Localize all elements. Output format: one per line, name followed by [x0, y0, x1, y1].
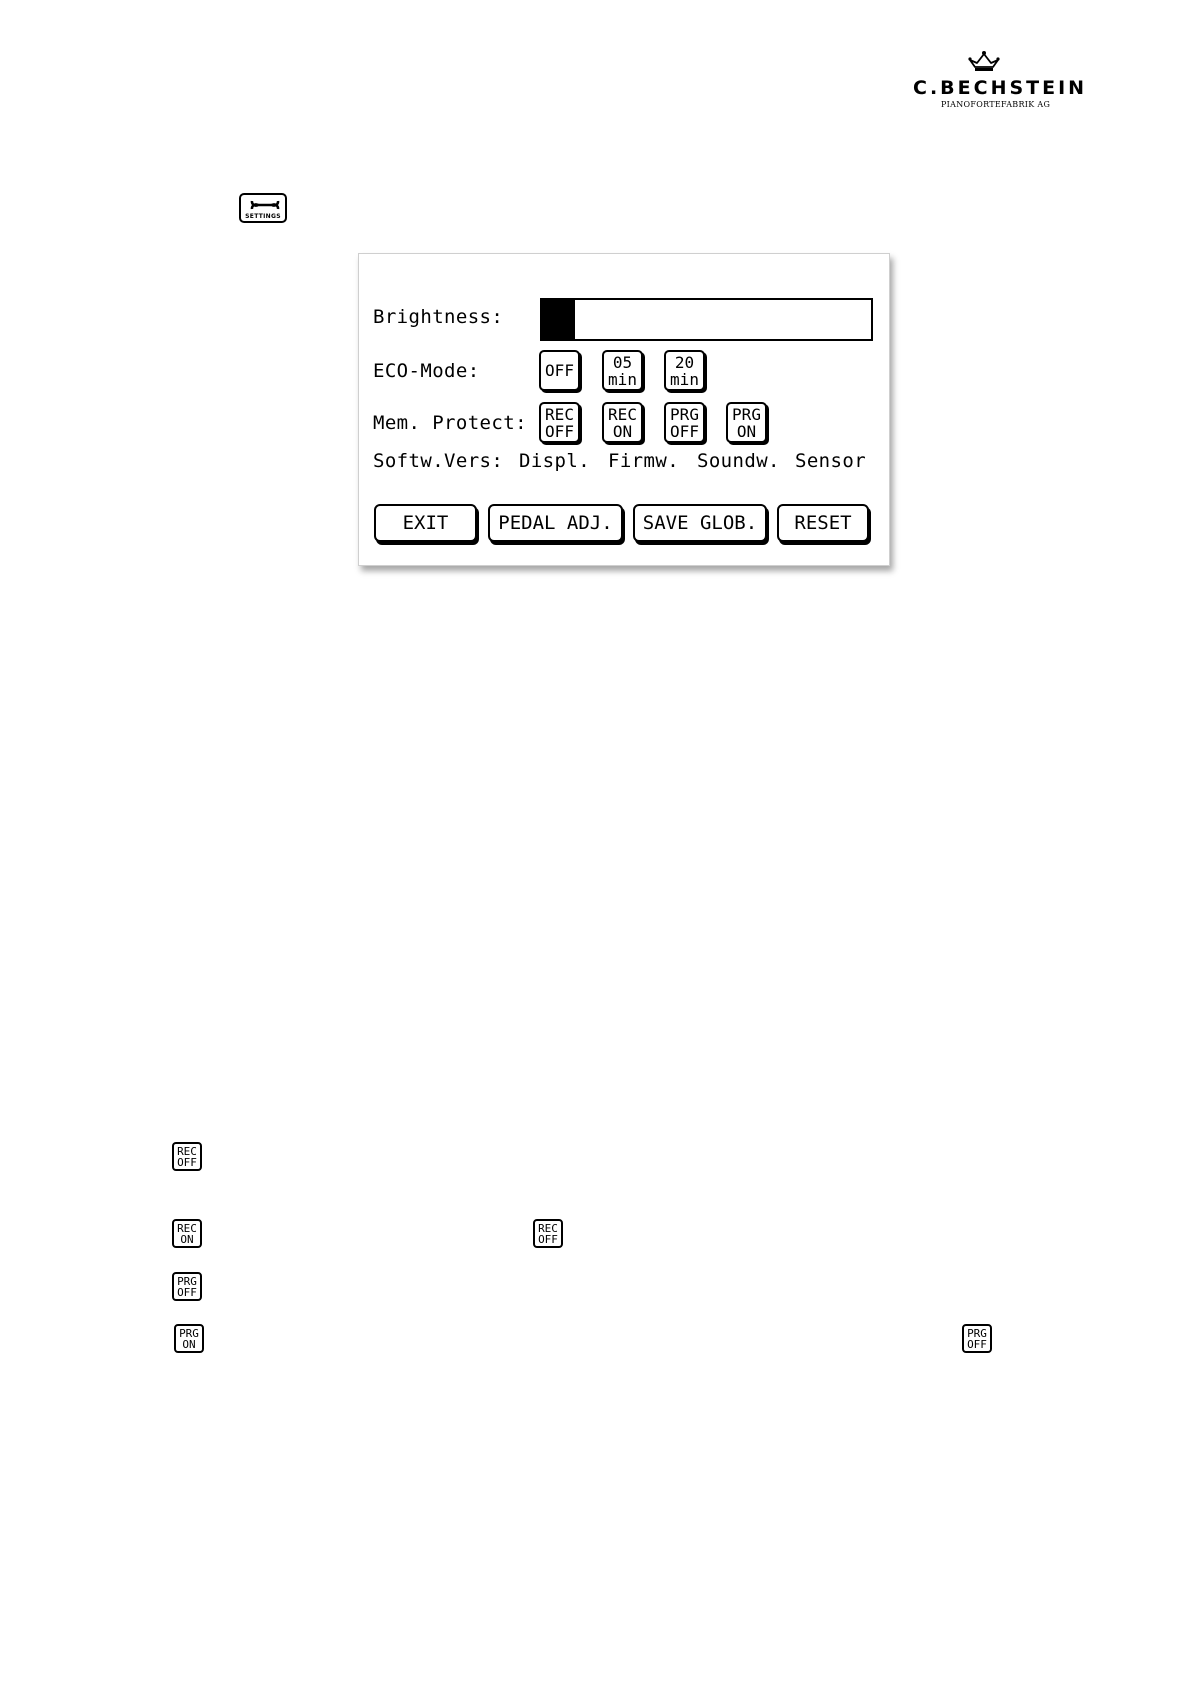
crown-icon	[967, 50, 1001, 72]
settings-screen	[358, 253, 890, 566]
reset-button[interactable]: RESET	[777, 504, 869, 542]
prg-off-inline-icon: PRG OFF	[962, 1324, 992, 1353]
brand-name: C.BECHSTEIN	[913, 77, 1088, 99]
rec-off-legend-icon: REC OFF	[172, 1142, 202, 1171]
eco-20min-button[interactable]: 20 min	[664, 350, 705, 391]
bechstein-logo	[905, 50, 1088, 110]
eco-05min-button[interactable]: 05 min	[602, 350, 643, 391]
brand-subtitle: PIANOFORTEFABRIK AG	[941, 100, 1051, 109]
settings-button-icon	[239, 193, 287, 223]
prg-on-legend-icon: PRG ON	[174, 1324, 204, 1353]
mem-protect-label: Mem. Protect:	[373, 412, 527, 434]
wrench-icon	[250, 198, 280, 212]
prg-off-button[interactable]: PRG OFF	[664, 402, 705, 443]
brightness-slider[interactable]	[540, 298, 873, 341]
rec-on-legend-icon: REC ON	[172, 1219, 202, 1248]
version-soundw[interactable]: Soundw.	[697, 450, 780, 472]
version-sensor[interactable]: Sensor	[795, 450, 867, 472]
version-displ[interactable]: Displ.	[519, 450, 591, 472]
exit-button[interactable]: EXIT	[374, 504, 477, 542]
brightness-label: Brightness:	[373, 306, 504, 328]
software-version-label: Softw.Vers:	[373, 450, 504, 472]
eco-mode-label: ECO-Mode:	[373, 360, 480, 382]
save-glob-button[interactable]: SAVE GLOB.	[633, 504, 767, 542]
settings-label: SETTINGS	[245, 213, 281, 220]
rec-off-inline-icon: REC OFF	[533, 1219, 563, 1248]
eco-off-button[interactable]: OFF	[539, 350, 580, 391]
prg-on-button[interactable]: PRG ON	[726, 402, 767, 443]
brightness-fill	[542, 300, 575, 339]
prg-off-legend-icon: PRG OFF	[172, 1272, 202, 1301]
rec-on-button[interactable]: REC ON	[602, 402, 643, 443]
version-firmw[interactable]: Firmw.	[608, 450, 680, 472]
pedal-adj-button[interactable]: PEDAL ADJ.	[488, 504, 623, 542]
rec-off-button[interactable]: REC OFF	[539, 402, 580, 443]
